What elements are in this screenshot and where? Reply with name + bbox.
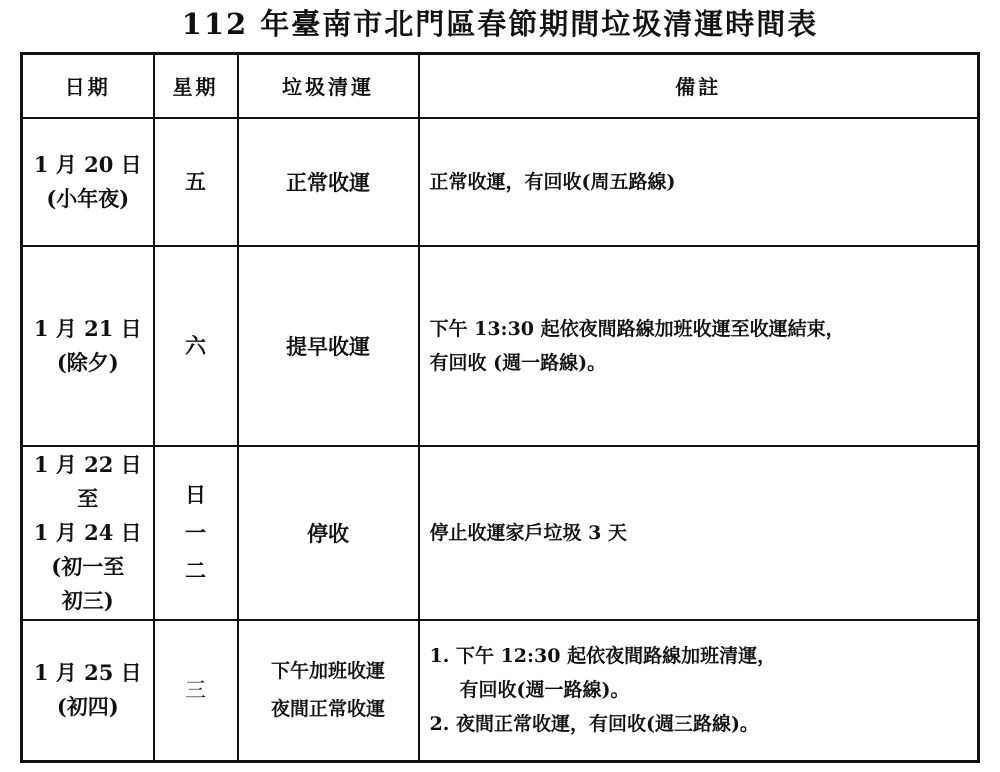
weekday-cell <box>154 118 238 246</box>
collection-label: 提早收運 <box>286 333 370 359</box>
table-row <box>22 620 979 762</box>
collection-label: 正常收運 <box>286 169 370 195</box>
weekday-line: 五 <box>185 168 206 194</box>
date-line: 1 月 21 日 <box>33 315 142 341</box>
date-line: (初一至 <box>51 553 125 579</box>
weekday-line: 三 <box>185 678 206 703</box>
date-line: 1 月 22 日 <box>33 451 142 477</box>
header-date: 日期 <box>22 54 154 118</box>
weekday-line: 一 <box>185 519 206 545</box>
header-remarks: 備註 <box>419 54 979 118</box>
header-weekday: 星期 <box>154 54 238 118</box>
collection-cell <box>238 246 419 446</box>
weekday-line: 二 <box>185 557 206 583</box>
remarks-line: 1. 下午 12:30 起依夜間路線加班清運， <box>429 645 777 668</box>
date-line: 1 月 24 日 <box>33 519 142 545</box>
collection-label: 停收 <box>307 520 349 546</box>
remarks-cell <box>419 446 979 620</box>
schedule-table <box>20 52 980 763</box>
remarks-cell <box>419 246 979 446</box>
collection-label: 下午加班收運 <box>270 660 385 683</box>
date-line: (小年夜) <box>46 185 130 211</box>
remarks-line: 正常收運，有回收(周五路線) <box>429 170 676 193</box>
date-line: (初四) <box>56 694 119 720</box>
header-row <box>22 54 979 118</box>
date-cell <box>22 118 154 246</box>
date-cell <box>22 446 154 620</box>
remarks-cell <box>419 118 979 246</box>
remarks-cell <box>419 620 979 762</box>
header-collection: 垃圾清運 <box>238 54 419 118</box>
weekday-cell <box>154 246 238 446</box>
table-row <box>22 446 979 620</box>
date-line: 1 月 25 日 <box>33 660 142 686</box>
remarks-line: 停止收運家戶垃圾 3 天 <box>429 521 627 544</box>
date-cell <box>22 620 154 762</box>
weekday-line: 六 <box>185 332 206 358</box>
date-line: 1 月 20 日 <box>33 151 142 177</box>
weekday-cell <box>154 446 238 620</box>
weekday-cell <box>154 620 238 762</box>
remarks-line: 2. 夜間正常收運，有回收(週三路線)。 <box>429 713 759 736</box>
table-row <box>22 246 979 446</box>
page-title: 112 年臺南市北門區春節期間垃圾清運時間表 <box>181 7 819 41</box>
remarks-line: 下午 13:30 起依夜間路線加班收運至收運結束， <box>429 317 845 340</box>
weekday-line: 日 <box>185 481 206 507</box>
collection-label: 夜間正常收運 <box>270 698 385 721</box>
date-line: (除夕) <box>56 349 119 375</box>
collection-cell <box>238 620 419 762</box>
date-cell <box>22 246 154 446</box>
remarks-line: 有回收 (週一路線)。 <box>429 351 607 374</box>
collection-cell <box>238 446 419 620</box>
collection-cell <box>238 118 419 246</box>
table-row <box>22 118 979 246</box>
date-line: 初三) <box>61 587 114 613</box>
remarks-line: 有回收(週一路線)。 <box>459 679 630 702</box>
date-line: 至 <box>77 485 99 511</box>
